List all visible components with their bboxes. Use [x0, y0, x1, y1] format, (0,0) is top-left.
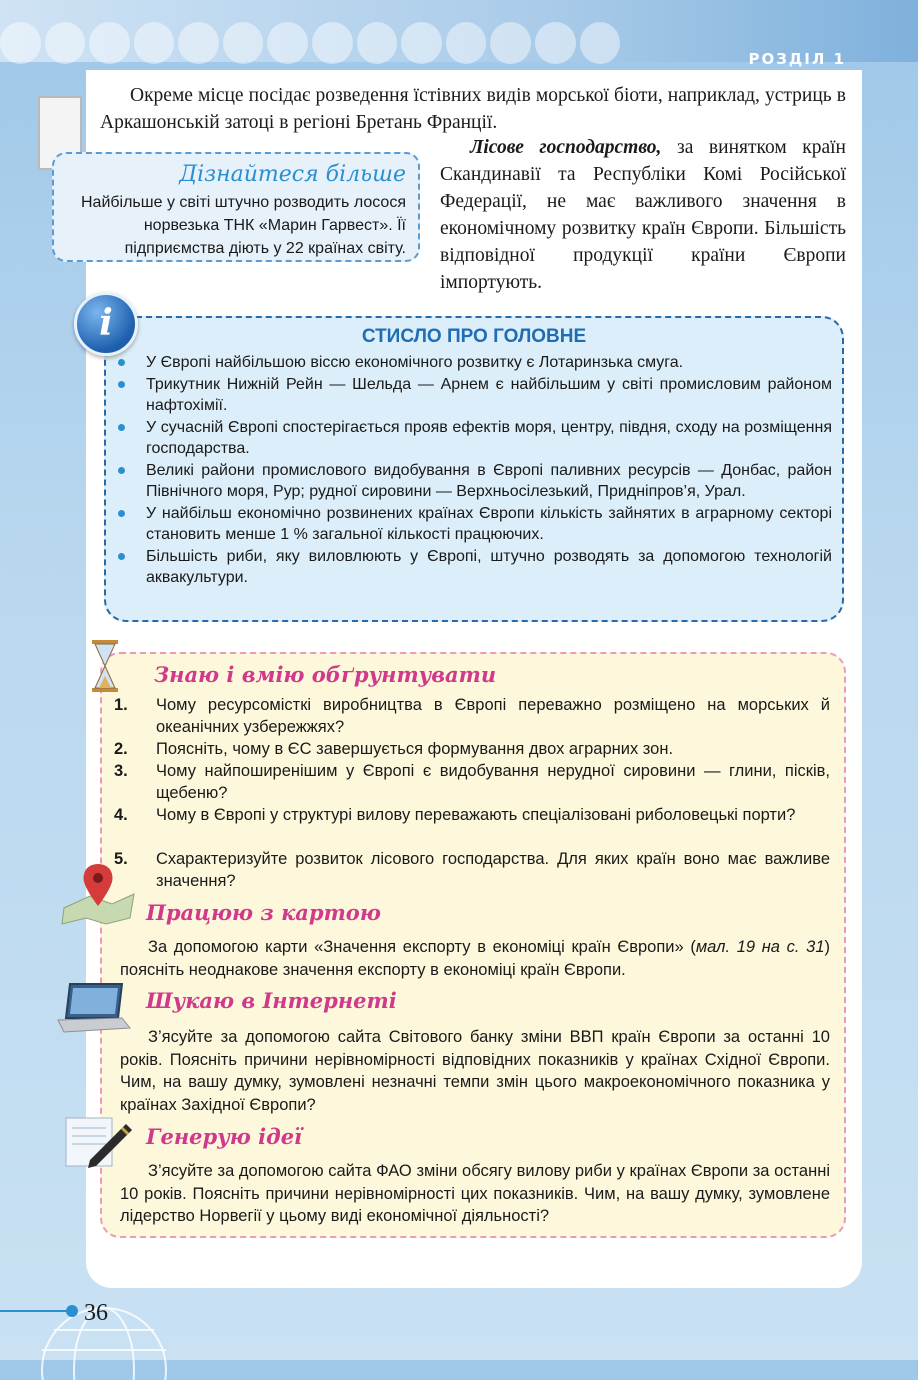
question-number: 3. — [114, 762, 128, 780]
map-work-paragraph — [120, 936, 830, 981]
know-more-text: Найбільше у світі штучно розводить лосося норвезька ТНК «Марин Гарвест». Її підприємства діють у 22 країнах світу. — [80, 194, 406, 257]
page-number-line — [0, 1310, 72, 1312]
forestry-text: за винятком країн Скандинавії та Республіки Комі Російської Федерації, не має важливого значення в економічному розвитку країн Європи. Більшість відповідної продукції країни Європи імпортують. — [440, 137, 846, 293]
header-decoration — [0, 22, 620, 66]
summary-title: СТИСЛО ПРО ГОЛОВНЕ — [361, 326, 587, 347]
map-work-text-a: За допомогою карти «Значення експорту в економіці країн Європи» ( — [148, 938, 696, 956]
summary-item: Більшість риби, яку виловлюють у Європі, штучно розводять за допомогою технологій аквакультури. — [116, 546, 832, 589]
question-number: 4. — [114, 806, 128, 824]
know-more-title: Дізнайтеся більше — [179, 162, 406, 187]
map-pin-icon — [60, 860, 136, 926]
info-icon: i — [74, 292, 138, 356]
page-number: 36 — [84, 1300, 108, 1326]
question-number: 5. — [114, 850, 128, 868]
hourglass-icon — [90, 640, 120, 692]
summary-item: Трикутник Нижній Рейн — Шельда — Арнем є найбільшим у світі промисловим районом нафтохімії. — [116, 374, 832, 417]
question-item — [114, 738, 830, 760]
question-number: 1. — [114, 696, 128, 714]
question-text: Чому найпоширенішим у Європі є видобування нерудної сировини — глини, пісків, щебеню? — [156, 762, 830, 802]
page-number-dot — [66, 1305, 78, 1317]
intro-paragraph: Окреме місце посідає розведення їстівних видів морської біоти, наприклад, устриць в Аркашонській затоці в регіоні Бретань Франції. — [100, 85, 846, 133]
forestry-paragraph — [440, 134, 846, 296]
justify-title: Знаю і вмію обґрунтувати — [154, 662, 497, 687]
ideas-paragraph: З’ясуйте за допомогою сайта ФАО зміни обсягу вилову риби у країнах Європи за останні 10 років. Поясніть причини нерівномірності цих показників. Чим, на вашу думку, зумовлене лідерство Норвегії у цьому виді економічної діяльності? — [120, 1162, 830, 1225]
summary-item: Великі райони промислового видобування в Європі паливних ресурсів — Донбас, район Північного моря, Рур; рудної сировини — Верхньосілезький, Придніпров’я, Урал. — [116, 460, 832, 503]
forestry-term: Лісове господарство, — [470, 137, 662, 158]
internet-paragraph: З’ясуйте за допомогою сайта Світового банку зміни ВВП країн Європи за останні 10 років. Поясніть причини нерівномірності відповідних показників у країнах Східної Європи. Чим, на вашу думку, зумовлені незначні темпи змін цього макроекономічного показника у країнах Західної Європи? — [120, 1028, 830, 1114]
question-item — [114, 804, 830, 826]
map-work-reference: мал. 19 на с. 31 — [695, 938, 825, 956]
question-text: Чому ресурсомісткі виробництва в Європі переважно розміщено на морських й океанічних узбережжях? — [156, 696, 830, 736]
map-work-text-b: ) поясніть неоднакове значення експорту в економіці країн Європи. — [120, 938, 830, 979]
summary-item: У сучасній Європі спостерігається прояв ефектів моря, центру, півдня, сходу на розміщення господарства. — [116, 417, 832, 460]
question-text: Поясніть, чому в ЄС завершується формування двох аграрних зон. — [156, 740, 674, 758]
question-text: Схарактеризуйте розвиток лісового господарства. Для яких країн воно має важливе значення? — [156, 850, 830, 890]
question-item — [114, 694, 830, 738]
ideas-title: Генерую ідеї — [146, 1124, 303, 1149]
question-text: Чому в Європі у структурі вилову переважають спеціалізовані риболовецькі порти? — [156, 806, 796, 824]
summary-box — [104, 316, 844, 622]
summary-list — [116, 352, 832, 589]
map-work-title: Працюю з картою — [146, 900, 381, 925]
question-item — [114, 848, 830, 892]
internet-title: Шукаю в Інтернеті — [146, 988, 397, 1013]
chapter-label: РОЗДІЛ 1 — [748, 50, 846, 68]
question-number: 2. — [114, 740, 128, 758]
question-item — [114, 760, 830, 804]
know-more-box — [52, 152, 420, 262]
summary-item: У найбільш економічно розвинених країнах Європи кількість зайнятих в аграрному секторі становить менше 1 % загальної кількості працюючих. — [116, 503, 832, 546]
summary-item: У Європі найбільшою віссю економічного розвитку є Лотаринзька смуга. — [116, 352, 832, 374]
